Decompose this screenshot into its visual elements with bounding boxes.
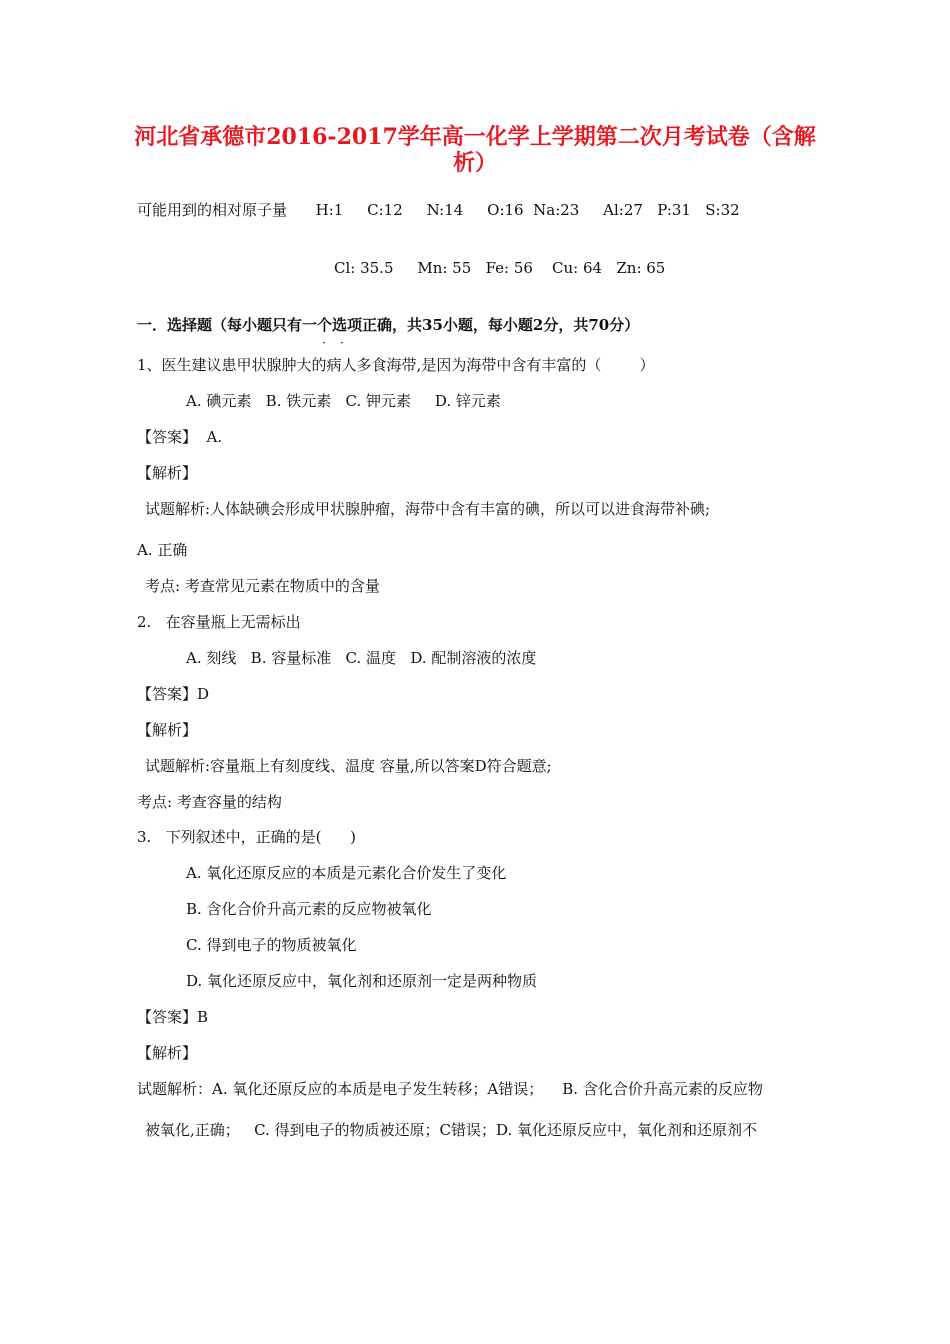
question-3-option-c: C. 得到电子的物质被氧化 bbox=[186, 936, 357, 954]
question-2-kaodian: 考点: 考查容量的结构 bbox=[137, 793, 282, 811]
question-1-kaodian: 考点: 考查常见元素在物质中的含量 bbox=[145, 577, 380, 595]
question-2-stem: 2. 在容量瓶上无需标出 bbox=[137, 613, 301, 631]
question-3-stem: 3. 下列叙述中，正确的是( ) bbox=[137, 828, 356, 846]
question-3-analysis-line-1: 试题解析：A. 氧化还原反应的本质是电子发生转移；A错误； B. 含化合价升高元素的反应物 bbox=[137, 1080, 763, 1098]
section-heading: 一．选择题（每小题只有一个选项正确，共35小题，每小题2分，共70分） bbox=[137, 316, 640, 334]
question-2-analysis-label: 【解析】 bbox=[137, 721, 198, 739]
question-2-analysis: 试题解析:容量瓶上有刻度线、温度 容量,所以答案D符合题意; bbox=[145, 757, 552, 775]
document-title bbox=[130, 124, 820, 176]
question-2-options: A. 刻线 B. 容量标准 C. 温度 D. 配制溶液的浓度 bbox=[186, 649, 537, 667]
question-1-stem: 1、医生建议患甲状腺肿大的病人多食海带,是因为海带中含有丰富的（ ） bbox=[137, 356, 655, 374]
title-line-2: 析） bbox=[452, 150, 497, 176]
question-3-answer: 【答案】B bbox=[137, 1008, 209, 1026]
emphasis-dot-icon: · bbox=[322, 336, 326, 350]
atomic-mass-line-2: Cl: 35.5 Mn: 55 Fe: 56 Cu: 64 Zn: 65 bbox=[334, 259, 666, 277]
question-1-options: A. 碘元素 B. 铁元素 C. 钾元素 D. 锌元素 bbox=[186, 392, 501, 410]
question-1-answer: 【答案】 A. bbox=[137, 428, 223, 446]
question-3-analysis-line-2: 被氧化,正确； C. 得到电子的物质被还原；C错误；D. 氧化还原反应中，氧化剂和还原剂不 bbox=[145, 1121, 758, 1139]
question-1-analysis: 试题解析:人体缺碘会形成甲状腺肿瘤，海带中含有丰富的碘，所以可以进食海带补碘; bbox=[145, 500, 711, 518]
question-3-option-d: D. 氧化还原反应中，氧化剂和还原剂一定是两种物质 bbox=[186, 972, 538, 990]
question-2-answer: 【答案】D bbox=[137, 685, 210, 703]
question-3-option-b: B. 含化合价升高元素的反应物被氧化 bbox=[186, 900, 432, 918]
question-1-analysis-label: 【解析】 bbox=[137, 464, 198, 482]
question-3-option-a: A. 氧化还原反应的本质是元素化合价发生了变化 bbox=[186, 864, 507, 882]
atomic-mass-line-1: 可能用到的相对原子量 H:1 C:12 N:14 O:16 Na:23 Al:27 P:31 S:32 bbox=[137, 201, 740, 219]
question-1-verdict: A. 正确 bbox=[137, 541, 188, 559]
title-line-1: 河北省承德市2016-2017学年高一化学上学期第二次月考试卷（含解 bbox=[134, 124, 816, 150]
question-3-analysis-label: 【解析】 bbox=[137, 1044, 198, 1062]
emphasis-dot-icon: · bbox=[340, 336, 344, 350]
